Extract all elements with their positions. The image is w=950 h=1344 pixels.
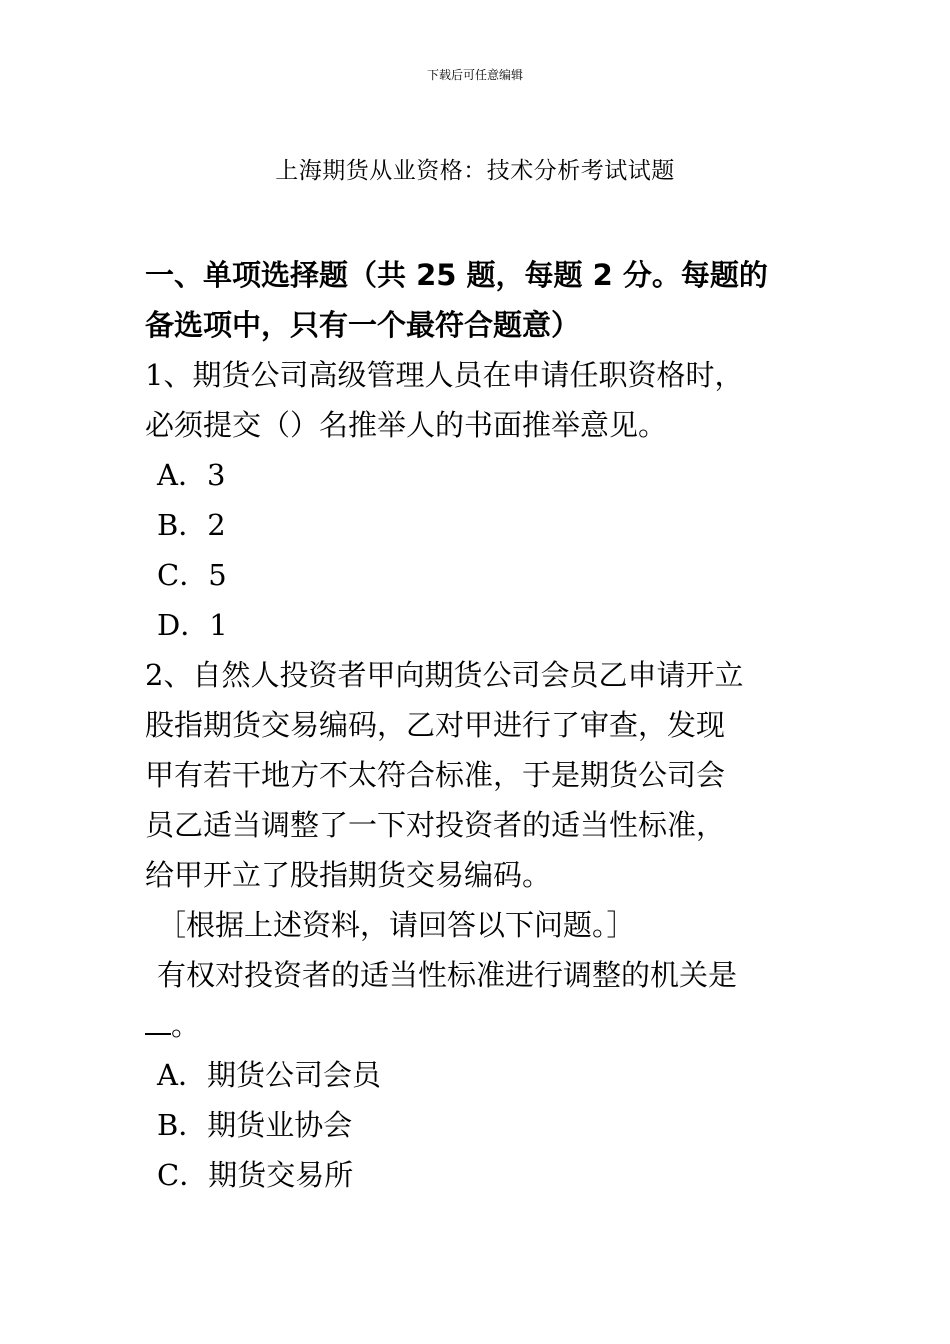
question-1-option-d: D．1	[157, 608, 228, 642]
question-2-option-c: C．期货交易所	[157, 1158, 354, 1192]
section-heading-line-1: 一、单项选择题（共 25 题，每题 2 分。每题的	[145, 258, 768, 292]
header-note: 下载后可任意编辑	[426, 68, 523, 82]
question-2-line-2: 股指期货交易编码，乙对甲进行了审查，发现	[145, 708, 726, 742]
question-2-line-4: 员乙适当调整了一下对投资者的适当性标准，	[145, 808, 726, 842]
question-2-answer-blank-line	[145, 1000, 815, 1050]
question-1-line-2: 必须提交（）名推举人的书面推举意见。	[145, 408, 668, 442]
question-2-sub-question-end: 。	[171, 1008, 201, 1042]
question-1-option-c: C．5	[157, 558, 227, 592]
question-1-option-b: B．2	[157, 508, 226, 542]
question-1-line-1: 1、期货公司高级管理人员在申请任职资格时，	[145, 358, 744, 392]
question-2-sub-question: 有权对投资者的适当性标准进行调整的机关是	[157, 958, 738, 992]
section-heading-line-2: 备选项中，只有一个最符合题意）	[145, 308, 581, 342]
question-2-note: ［根据上述资料，请回答以下问题。］	[157, 908, 636, 942]
document-title: 上海期货从业资格：技术分析考试试题	[275, 158, 675, 184]
question-2-line-1: 2、自然人投资者甲向期货公司会员乙申请开立	[145, 658, 744, 692]
question-2-option-a: A．期货公司会员	[157, 1058, 381, 1092]
question-2-line-5: 给甲开立了股指期货交易编码。	[145, 858, 552, 892]
document-body	[145, 250, 815, 1200]
question-1	[145, 350, 815, 650]
question-2-option-b: B．期货业协会	[157, 1108, 353, 1142]
question-2	[145, 650, 815, 1200]
question-1-option-a: A．3	[157, 458, 226, 492]
answer-blank	[145, 1005, 171, 1035]
question-2-line-3: 甲有若干地方不太符合标准，于是期货公司会	[145, 758, 726, 792]
